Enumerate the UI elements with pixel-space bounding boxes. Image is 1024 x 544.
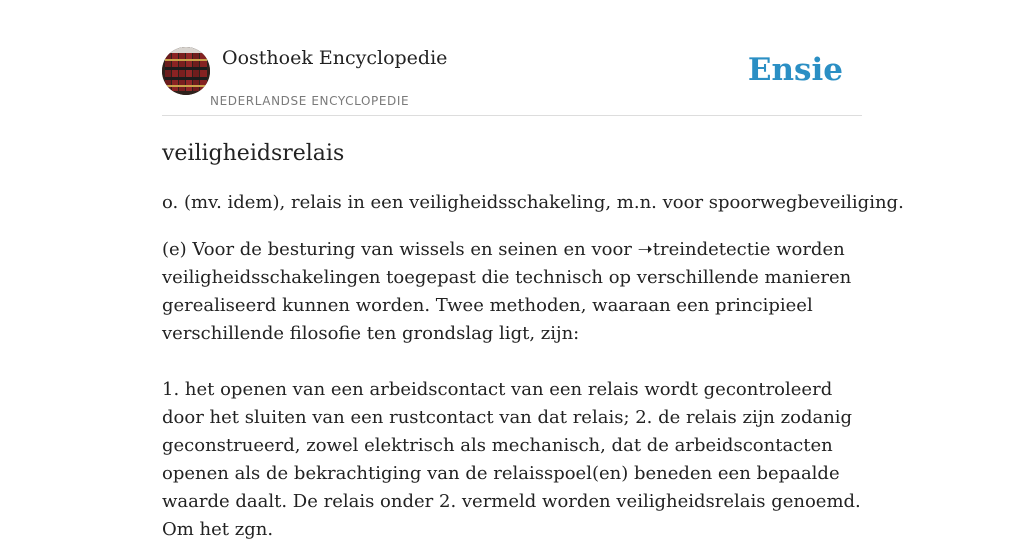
site-subtitle: NEDERLANDSE ENCYCLOPEDIE xyxy=(210,94,410,108)
article-body xyxy=(162,236,862,544)
body-paragraph-2: 1. het openen van een arbeidscontact van een relais wordt gecontroleerd door het sluiten van een rustcontact van dat relais; 2. de relais zijn zodanig geconstrueerd, zowel elektrisch als mechanisch, dat de arbeidscontacten openen als de bekrachtiging van de relaisspoel(en) beneden een bepaalde waarde daalt. De relais onder 2. vermeld worden veiligheidsrelais genoemd. Om het zgn. xyxy=(162,379,861,540)
crossref-link-treindetectie[interactable] xyxy=(638,239,771,260)
body-paragraph-1 xyxy=(162,236,862,348)
article xyxy=(162,138,904,544)
crossref-link-label: treindetectie xyxy=(652,239,771,260)
page-title: veiligheidsrelais xyxy=(162,141,345,166)
brand-logo-link[interactable]: Ensie xyxy=(747,52,843,88)
crossref-arrow-icon: ➝ xyxy=(637,239,653,260)
definition: o. (mv. idem), relais in een veiligheidsschakeling, m.n. voor spoorwegbeveiliging. xyxy=(162,192,904,213)
encyclopedia-books-icon[interactable] xyxy=(162,47,210,95)
site-header xyxy=(162,0,862,116)
page xyxy=(162,0,904,540)
site-title[interactable]: Oosthoek Encyclopedie xyxy=(222,47,448,69)
body-text-segment: (e) Voor de besturing van wissels en seinen en voor xyxy=(162,239,638,260)
body-text-segment: worden veiligheidsschakelingen toegepast die technisch op verschillende manieren gerealiseerd kunnen worden. Twee methoden, waaraan een principieel verschillende filosofie ten grondslag ligt, zijn: xyxy=(162,239,852,344)
